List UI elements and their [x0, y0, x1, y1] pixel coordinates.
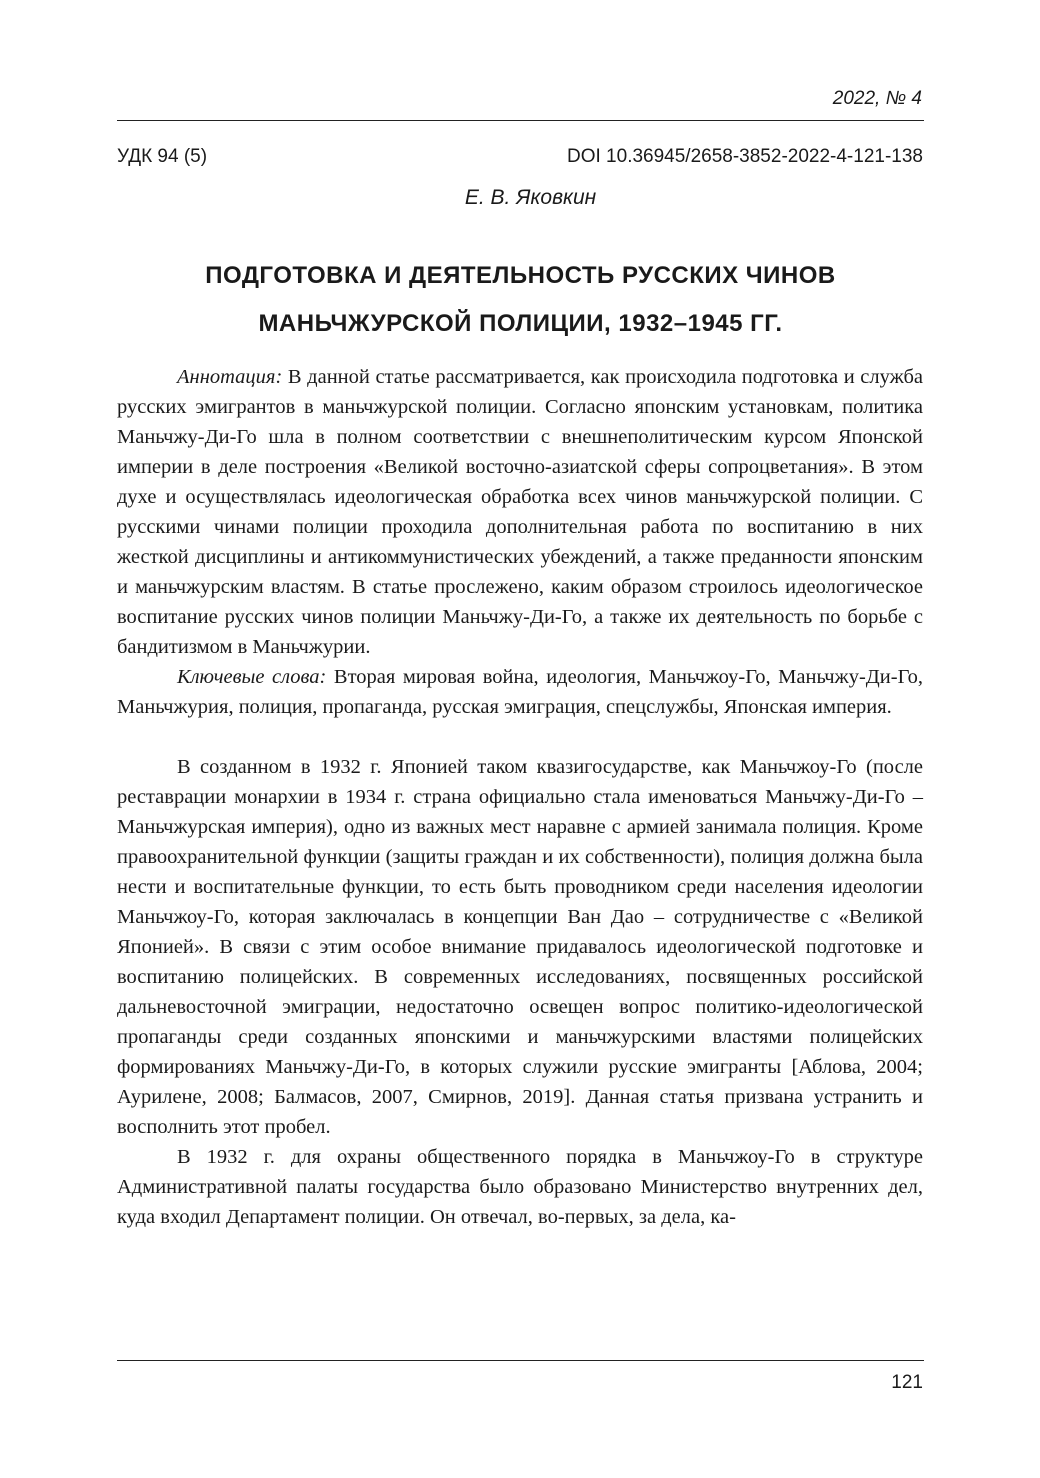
header-rule	[117, 120, 924, 121]
author-name: Е. В. Яковкин	[464, 186, 597, 209]
abstract	[117, 362, 923, 662]
paragraph-1: В созданном в 1932 г. Японией таком квазигосударстве, как Маньчжоу-Го (после реставрации монархии в 1934 г. страна официально стала именоваться Маньчжу-Ди-Го – Маньчжурская империя), одно из важных мест наравне с армией занимала полиция. Кроме правоохранительной функции (защиты граждан и их собственности), полиция должна была нести и воспитательные функции, то есть быть проводником среди населения идеологии Маньчжоу-Го, которая заключалась в концепции Ван Дао – сотрудничестве с «Великой Японией». В связи с этим особое внимание придавалось идеологической подготовке и воспитанию полицейских. В современных исследованиях, посвященных российской дальневосточной эмиграции, недостаточно освещен вопрос политико-идеологической пропаганды среди созданных японскими и маньчжурскими властями полицейских формированиях Маньчжу-Ди-Го, в которых служили русские эмигранты [Аблова, 2004; Аурилене, 2008; Балмасов, 2007, Смирнов, 2019]. Данная статья призвана устранить и восполнить этот пробел.	[117, 756, 923, 1138]
issue-number: 2022, № 4	[832, 88, 922, 109]
udk-code: УДК 94 (5)	[117, 146, 208, 167]
footer-rule	[117, 1360, 924, 1361]
page-number: 121	[891, 1372, 923, 1393]
abstract-text: В данной статье рассматривается, как происходила подготовка и служба русских эмигрантов в маньчжурской полиции. Согласно японским установкам, политика Маньчжу-Ди-Го шла в полном соответствии с внешнеполитическим курсом Японской империи в деле построения «Великой восточно-азиатской сферы сопроцветания». В этом духе и осуществлялась идеологическая обработка всех чинов маньчжурской полиции. С русскими чинами полиции проходила дополнительная работа по воспитанию в них жесткой дисциплины и антикоммунистических убеждений, а также преданности японским и маньчжурским властям. В статье прослежено, каким образом строилось идеологическое воспитание русских чинов полиции Маньчжу-Ди-Го, а также их деятельность по борьбе с бандитизмом в Маньчжурии.	[117, 366, 924, 658]
abstract-label: Аннотация:	[177, 366, 283, 388]
article-body	[117, 362, 923, 1232]
keywords-label: Ключевые слова:	[177, 666, 327, 688]
section-gap	[117, 722, 923, 752]
title-line-1: ПОДГОТОВКА И ДЕЯТЕЛЬНОСТЬ РУССКИХ ЧИНОВ	[205, 262, 836, 289]
title-line-2: МАНЬЧЖУРСКОЙ ПОЛИЦИИ, 1932–1945 ГГ.	[258, 310, 783, 337]
keywords-text: Вторая мировая война, идеология, Маньчжоу-Го, Маньчжу-Ди-Го, Маньчжурия, полиция, пропаганда, русская эмиграция, спецслужбы, Японская империя.	[117, 666, 924, 718]
keywords	[117, 662, 923, 722]
paragraph-2: В 1932 г. для охраны общественного порядка в Маньчжоу-Го в структуре Административной палаты государства было образовано Министерство внутренних дел, куда входил Департамент полиции. Он отвечал, во-первых, за дела, ка-	[117, 1146, 923, 1228]
doi-link[interactable]: DOI 10.36945/2658-3852-2022-4-121-138	[567, 146, 923, 167]
article-title	[117, 252, 924, 348]
